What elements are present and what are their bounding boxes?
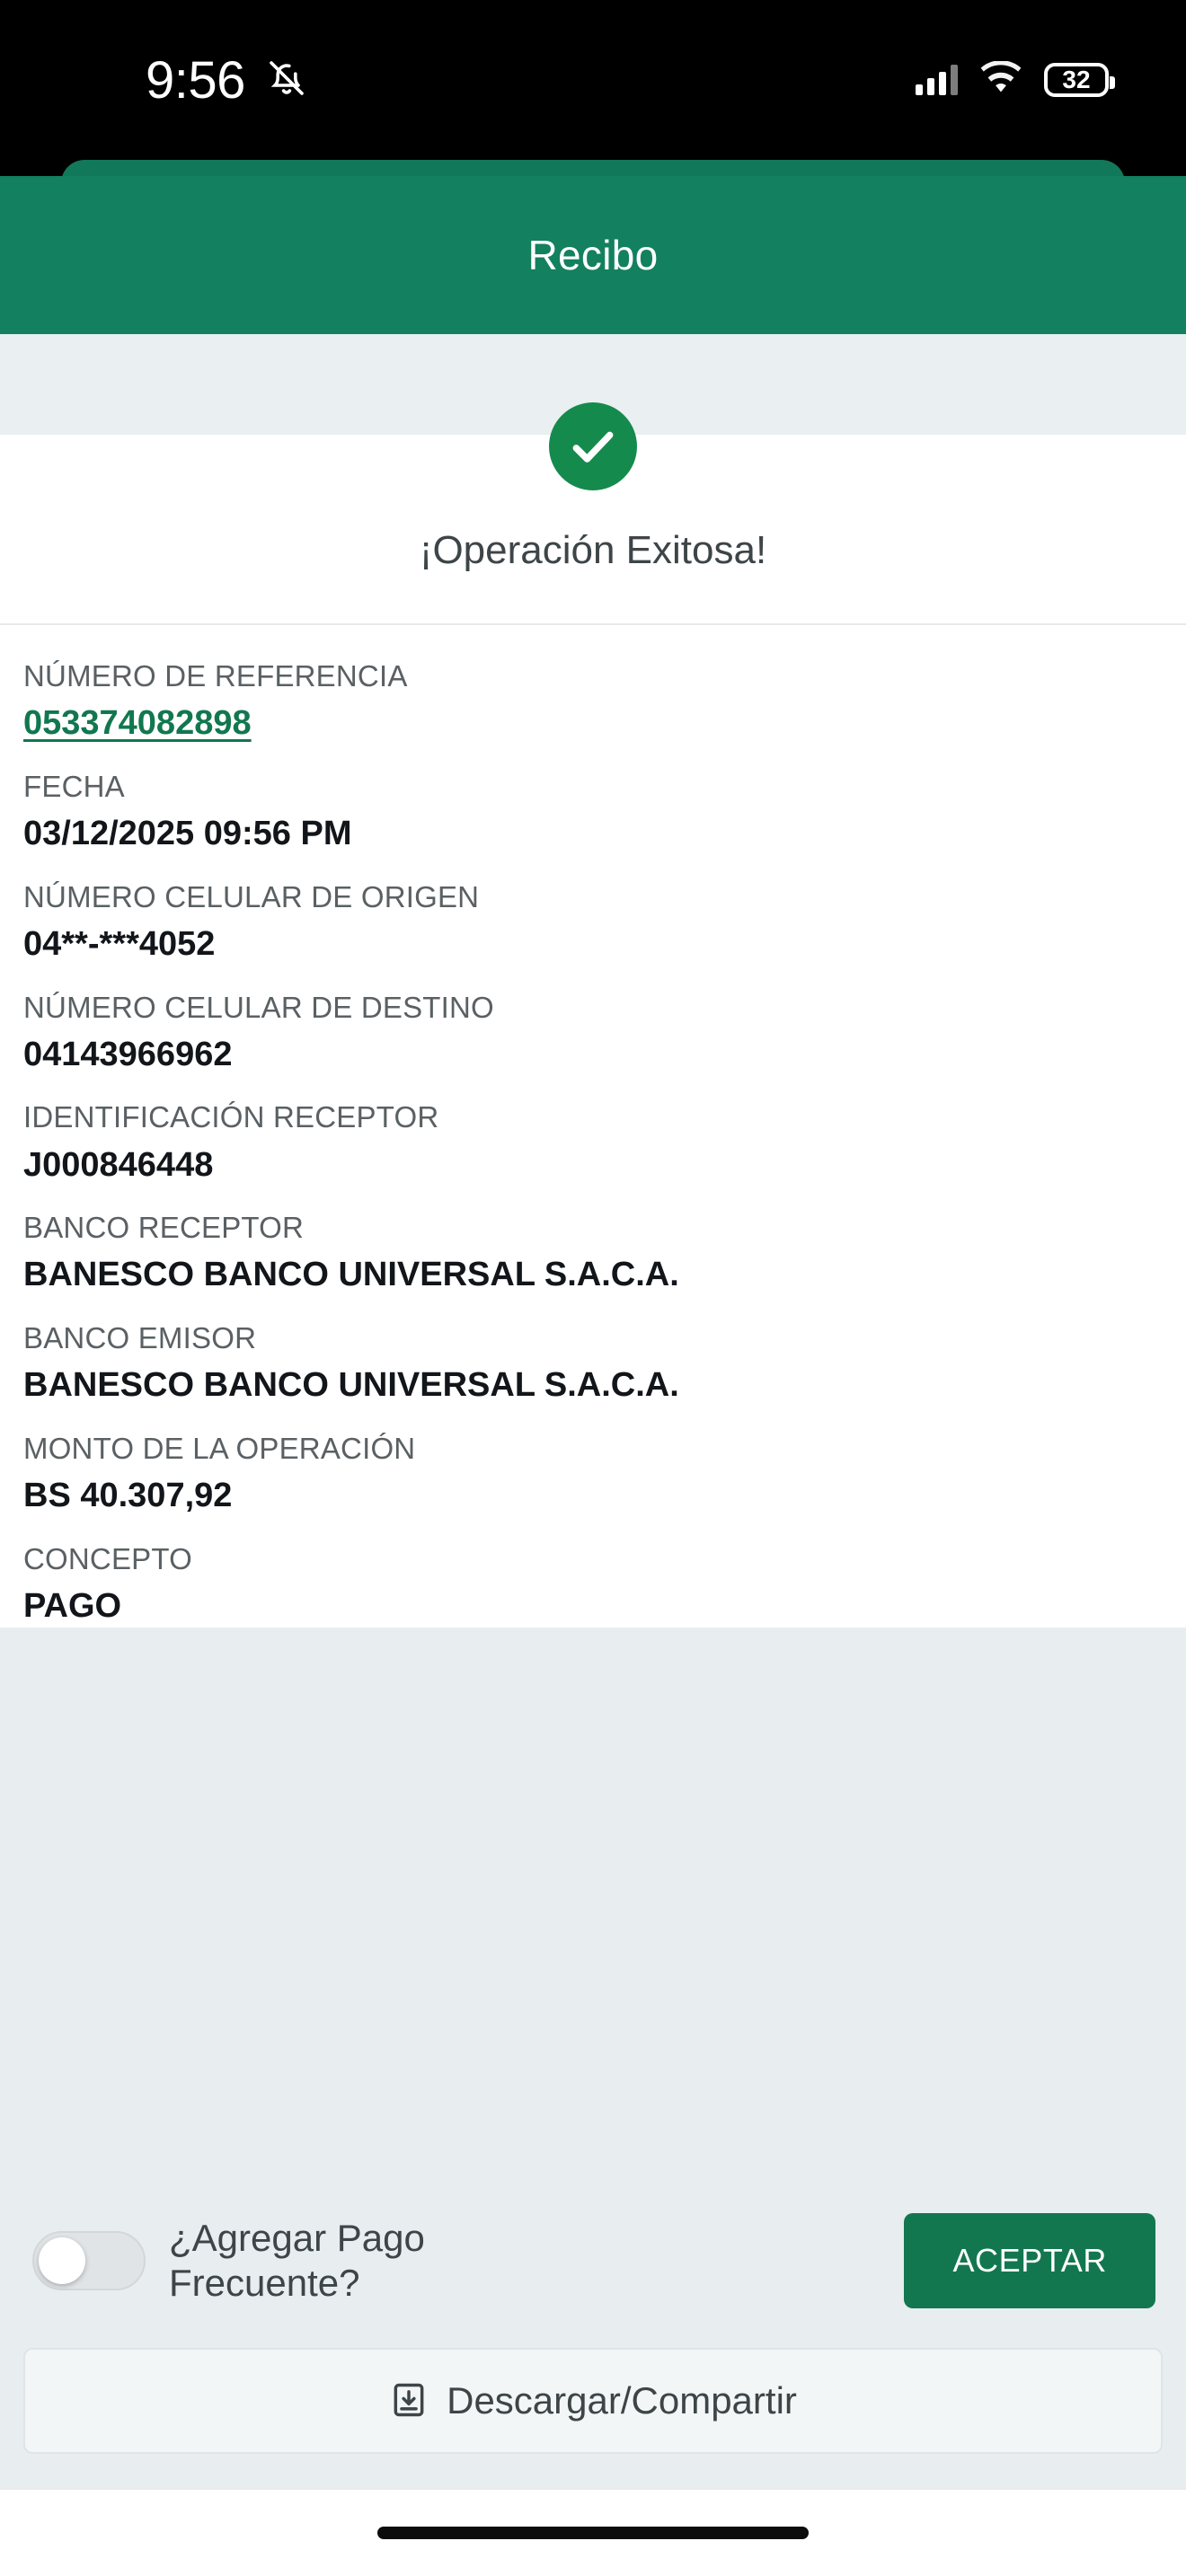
status-time: 9:56 xyxy=(146,50,245,110)
download-share-label: Descargar/Compartir xyxy=(447,2379,797,2422)
success-section xyxy=(0,334,1186,625)
detail-row xyxy=(23,878,1163,966)
detail-value: PAGO xyxy=(23,1587,122,1625)
detail-row xyxy=(23,1540,1163,1628)
app-header xyxy=(0,176,1186,334)
detail-label: IDENTIFICACIÓN RECEPTOR xyxy=(23,1100,439,1134)
footer-actions-section xyxy=(0,1628,1186,2490)
accept-button[interactable]: ACEPTAR xyxy=(904,2213,1155,2308)
detail-value: 03/12/2025 09:56 PM xyxy=(23,815,352,853)
detail-label: FECHA xyxy=(23,769,125,803)
detail-label: MONTO DE LA OPERACIÓN xyxy=(23,1431,416,1465)
wifi-icon xyxy=(979,61,1022,100)
detail-label: BANCO RECEPTOR xyxy=(23,1211,305,1245)
receipt-details xyxy=(0,625,1186,1628)
check-circle-icon xyxy=(549,402,637,490)
detail-value: 04**-***4052 xyxy=(23,924,216,963)
home-indicator[interactable] xyxy=(377,2527,809,2539)
status-bar-right xyxy=(916,61,1109,100)
detail-label: CONCEPTO xyxy=(23,1541,193,1575)
frequent-payment-group xyxy=(32,2216,625,2305)
detail-label: NÚMERO CELULAR DE DESTINO xyxy=(23,990,494,1024)
reference-number-value[interactable]: 053374082898 xyxy=(23,704,252,743)
detail-label: NÚMERO CELULAR DE ORIGEN xyxy=(23,879,480,913)
detail-row xyxy=(23,768,1163,855)
detail-row xyxy=(23,1319,1163,1407)
detail-value: 04143966962 xyxy=(23,1035,233,1073)
battery-icon xyxy=(1044,63,1109,97)
detail-row xyxy=(23,989,1163,1076)
toggle-knob xyxy=(39,2237,85,2284)
detail-value: BS 40.307,92 xyxy=(23,1477,233,1515)
detail-value: BANESCO BANCO UNIVERSAL S.A.C.A. xyxy=(23,1366,679,1405)
battery-level: 32 xyxy=(1062,66,1091,93)
cellular-signal-icon xyxy=(916,65,958,95)
status-bar-left xyxy=(0,50,308,110)
frequent-payment-label: ¿Agregar Pago Frecuente? xyxy=(169,2217,425,2304)
detail-row xyxy=(23,1209,1163,1296)
status-bar xyxy=(0,0,1186,176)
detail-value: J000846448 xyxy=(23,1145,214,1184)
bell-slash-icon xyxy=(265,57,308,104)
download-share-button[interactable] xyxy=(23,2348,1163,2454)
detail-value: BANESCO BANCO UNIVERSAL S.A.C.A. xyxy=(23,1256,679,1294)
success-message: ¡Operación Exitosa! xyxy=(419,528,767,572)
page-title: Recibo xyxy=(527,232,659,278)
frequent-payment-toggle[interactable] xyxy=(32,2231,146,2290)
detail-row xyxy=(23,1098,1163,1186)
detail-label: NÚMERO DE REFERENCIA xyxy=(23,659,408,693)
detail-label: BANCO EMISOR xyxy=(23,1321,257,1355)
home-indicator-area xyxy=(0,2490,1186,2576)
detail-row xyxy=(23,657,1163,745)
download-share-icon xyxy=(389,2380,429,2422)
detail-row xyxy=(23,1430,1163,1517)
